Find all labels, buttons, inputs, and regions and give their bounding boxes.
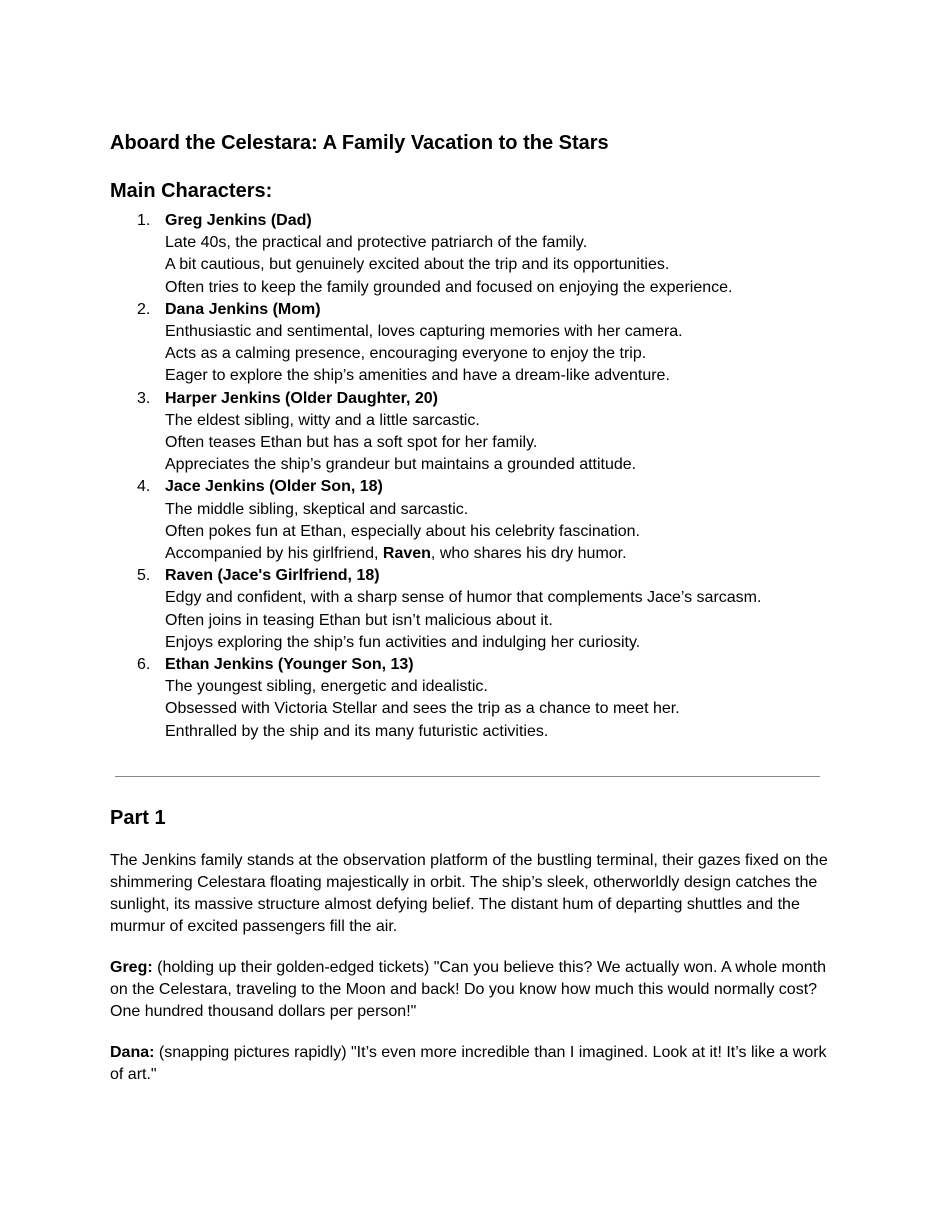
list-number: 3.: [137, 389, 151, 407]
character-name: Harper Jenkins (Older Daughter, 20): [165, 389, 438, 407]
document-title: Aboard the Celestara: A Family Vacation to the Stars: [110, 132, 609, 154]
character-description: The youngest sibling, energetic and idealistic.: [165, 678, 488, 696]
list-number: 5.: [137, 567, 151, 585]
text-segment: , who shares his dry humor.: [430, 545, 627, 563]
dialogue-greg: [110, 957, 830, 1023]
character-description: Acts as a calming presence, encouraging everyone to enjoy the trip.: [165, 345, 647, 363]
character-description: Often tries to keep the family grounded and focused on enjoying the experience.: [165, 278, 733, 296]
character-item-jace: [110, 476, 830, 565]
character-description: Appreciates the ship’s grandeur but maintains a grounded attitude.: [165, 456, 637, 474]
character-description: Enthralled by the ship and its many futuristic activities.: [165, 722, 549, 740]
list-number: 2.: [137, 300, 151, 318]
character-description: Obsessed with Victoria Stellar and sees the trip as a chance to meet her.: [165, 700, 680, 718]
speaker-name: Dana:: [110, 1044, 155, 1061]
speaker-name: Greg:: [110, 959, 153, 976]
character-description: Late 40s, the practical and protective patriarch of the family.: [165, 234, 588, 252]
part-heading: Part 1: [110, 807, 166, 829]
character-description-girlfriend: [165, 543, 830, 565]
list-number: 1.: [137, 212, 151, 229]
dialogue-dana: [110, 1042, 830, 1086]
character-description: A bit cautious, but genuinely excited about the trip and its opportunities.: [165, 256, 670, 274]
dialogue-text: (holding up their golden-edged tickets) "Can you believe this? We actually won. A whole month on the Celestara, traveling to the Moon and back! Do you know how much this would normally cost? One hundred thousand dollars per person!": [110, 959, 827, 1020]
character-description: Eager to explore the ship’s amenities and have a dream-like adventure.: [165, 367, 670, 385]
character-item-greg: [110, 210, 830, 299]
list-number: 6.: [137, 656, 151, 674]
character-name: Greg Jenkins (Dad): [165, 212, 312, 229]
text-segment: Accompanied by his girlfriend,: [165, 545, 383, 563]
character-description: The middle sibling, skeptical and sarcastic.: [165, 500, 469, 518]
character-description: Often joins in teasing Ethan but isn’t malicious about it.: [165, 611, 553, 629]
horizontal-divider: [115, 776, 820, 777]
character-item-harper: [110, 388, 830, 477]
character-name: Raven (Jace's Girlfriend, 18): [165, 567, 380, 585]
character-name: Jace Jenkins (Older Son, 18): [165, 478, 383, 496]
character-description: Edgy and confident, with a sharp sense of humor that complements Jace’s sarcasm.: [165, 589, 762, 607]
narration-paragraph: The Jenkins family stands at the observation platform of the bustling terminal, their gazes fixed on the shimmering Celestara floating majestically in orbit. The ship’s sleek, otherworldly design catches the sunlight, its massive structure almost defying belief. The distant hum of departing shuttles and the murmur of excited passengers fill the air.: [110, 852, 828, 935]
character-description: The eldest sibling, witty and a little sarcastic.: [165, 411, 480, 429]
character-item-raven: [110, 565, 830, 654]
raven-name-bold: Raven: [382, 545, 431, 563]
character-description: Often pokes fun at Ethan, especially about his celebrity fascination.: [165, 522, 640, 540]
character-name: Dana Jenkins (Mom): [165, 300, 321, 318]
main-characters-heading: Main Characters:: [110, 180, 273, 202]
character-description: Often teases Ethan but has a soft spot for her family.: [165, 434, 538, 452]
character-item-ethan: [110, 654, 830, 743]
character-description: Enthusiastic and sentimental, loves capturing memories with her camera.: [165, 323, 683, 341]
character-name: Ethan Jenkins (Younger Son, 13): [165, 656, 414, 674]
character-item-dana: [110, 299, 830, 388]
character-description: Enjoys exploring the ship’s fun activities and indulging her curiosity.: [165, 633, 641, 651]
character-list: [110, 210, 830, 743]
dialogue-text: (snapping pictures rapidly) "It’s even more incredible than I imagined. Look at it! It’s like a work of art.": [110, 1044, 827, 1083]
list-number: 4.: [137, 478, 151, 496]
